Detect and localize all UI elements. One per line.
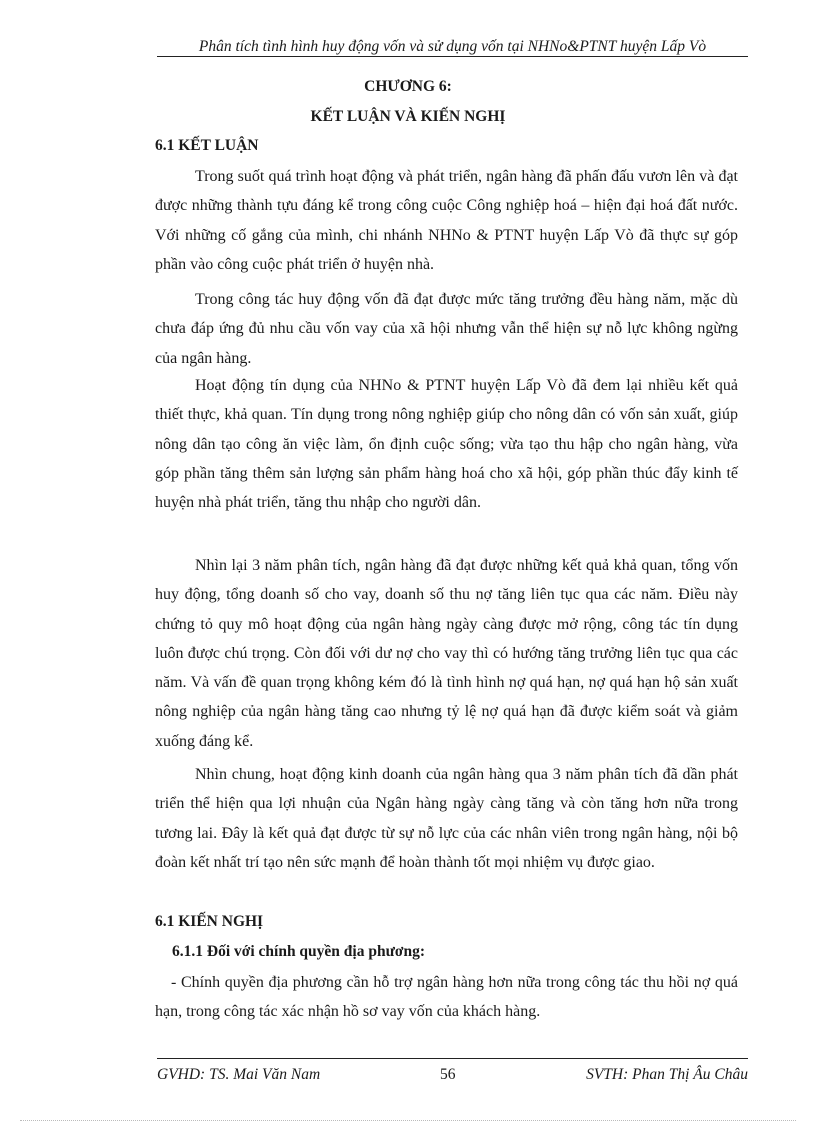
page-number: 56 bbox=[440, 1066, 456, 1083]
footer-advisor: GVHD: TS. Mai Văn Nam bbox=[157, 1066, 321, 1083]
paragraph: Trong công tác huy động vốn đã đạt được mức tăng trưởng đều hàng năm, mặc dù chưa đáp ứng đủ nhu cầu vốn vay của xã hội nhưng vẫn thể hiện sự nỗ lực không ngừng của ngân hàng. bbox=[155, 291, 738, 367]
running-header: Phân tích tình hình huy động vốn và sử dụng vốn tại NHNo&PTNT huyện Lấp Vò bbox=[198, 38, 707, 55]
paragraph: Trong suốt quá trình hoạt động và phát triển, ngân hàng đã phấn đấu vươn lên và đạt được những thành tựu đáng kể trong công cuộc Công nghiệp hoá – hiện đại hoá đất nước. Với những cố gắng của mình, chi nhánh NHNo & PTNT huyện Lấp Vò đã thực sự góp phần vào công cuộc phát triển ở huyện nhà. bbox=[155, 168, 738, 273]
subsection-heading: 6.1.1 Đối với chính quyền địa phương: bbox=[172, 943, 426, 960]
paragraph: - Chính quyền địa phương cần hỗ trợ ngân hàng hơn nữa trong công tác thu hồi nợ quá hạn, trong công tác xác nhận hồ sơ vay vốn của khách hàng. bbox=[155, 974, 738, 1021]
page-edge-divider bbox=[20, 1120, 796, 1121]
section-heading-conclusion: 6.1 KẾT LUẬN bbox=[155, 137, 259, 154]
paragraph: Nhìn lại 3 năm phân tích, ngân hàng đã đạt được những kết quả khả quan, tổng vốn huy động, tổng doanh số cho vay, doanh số thu nợ tăng liên tục qua các năm. Điều này chứng tỏ quy mô hoạt động của ngân hàng ngày càng được mở rộng, công tác tín dụng luôn được chú trọng. Còn đối với dư nợ cho vay thì có hướng tăng trưởng liên tục qua các năm. Và vấn đề quan trọng không kém đó là tình hình nợ quá hạn, nợ quá hạn hộ sản xuất nông nghiệp của ngân hàng tăng cao nhưng tỷ lệ nợ quá hạn đã được kiểm soát và giảm xuống đáng kể. bbox=[155, 557, 738, 750]
footer-student: SVTH: Phan Thị Âu Châu bbox=[586, 1066, 748, 1083]
section-heading-recommendations: 6.1 KIẾN NGHỊ bbox=[155, 913, 264, 930]
paragraph: Hoạt động tín dụng của NHNo & PTNT huyện Lấp Vò đã đem lại nhiều kết quả thiết thực, khả quan. Tín dụng trong nông nghiệp giúp cho nông dân có vốn sản xuất, giúp nông dân tạo công ăn việc làm, ổn định cuộc sống; vừa tạo thu hập cho ngân hàng, vừa góp phần tăng thêm sản lượng sản phẩm hàng hoá cho xã hội, góp phần thúc đẩy kinh tế huyện nhà phát triển, tăng thu nhập cho người dân. bbox=[155, 377, 738, 512]
chapter-number: CHƯƠNG 6: bbox=[364, 78, 452, 95]
header-divider bbox=[157, 56, 748, 57]
chapter-title: KẾT LUẬN VÀ KIẾN NGHỊ bbox=[310, 108, 506, 125]
paragraph: Nhìn chung, hoạt động kinh doanh của ngân hàng qua 3 năm phân tích đã dần phát triển thể hiện qua lợi nhuận của Ngân hàng ngày càng tăng và còn tăng hơn nữa trong tương lai. Đây là kết quả đạt được từ sự nỗ lực của các nhân viên trong ngân hàng, nội bộ đoàn kết nhất trí tạo nên sức mạnh để hoàn thành tốt mọi nhiệm vụ được giao. bbox=[155, 766, 738, 871]
footer-divider bbox=[157, 1058, 748, 1059]
